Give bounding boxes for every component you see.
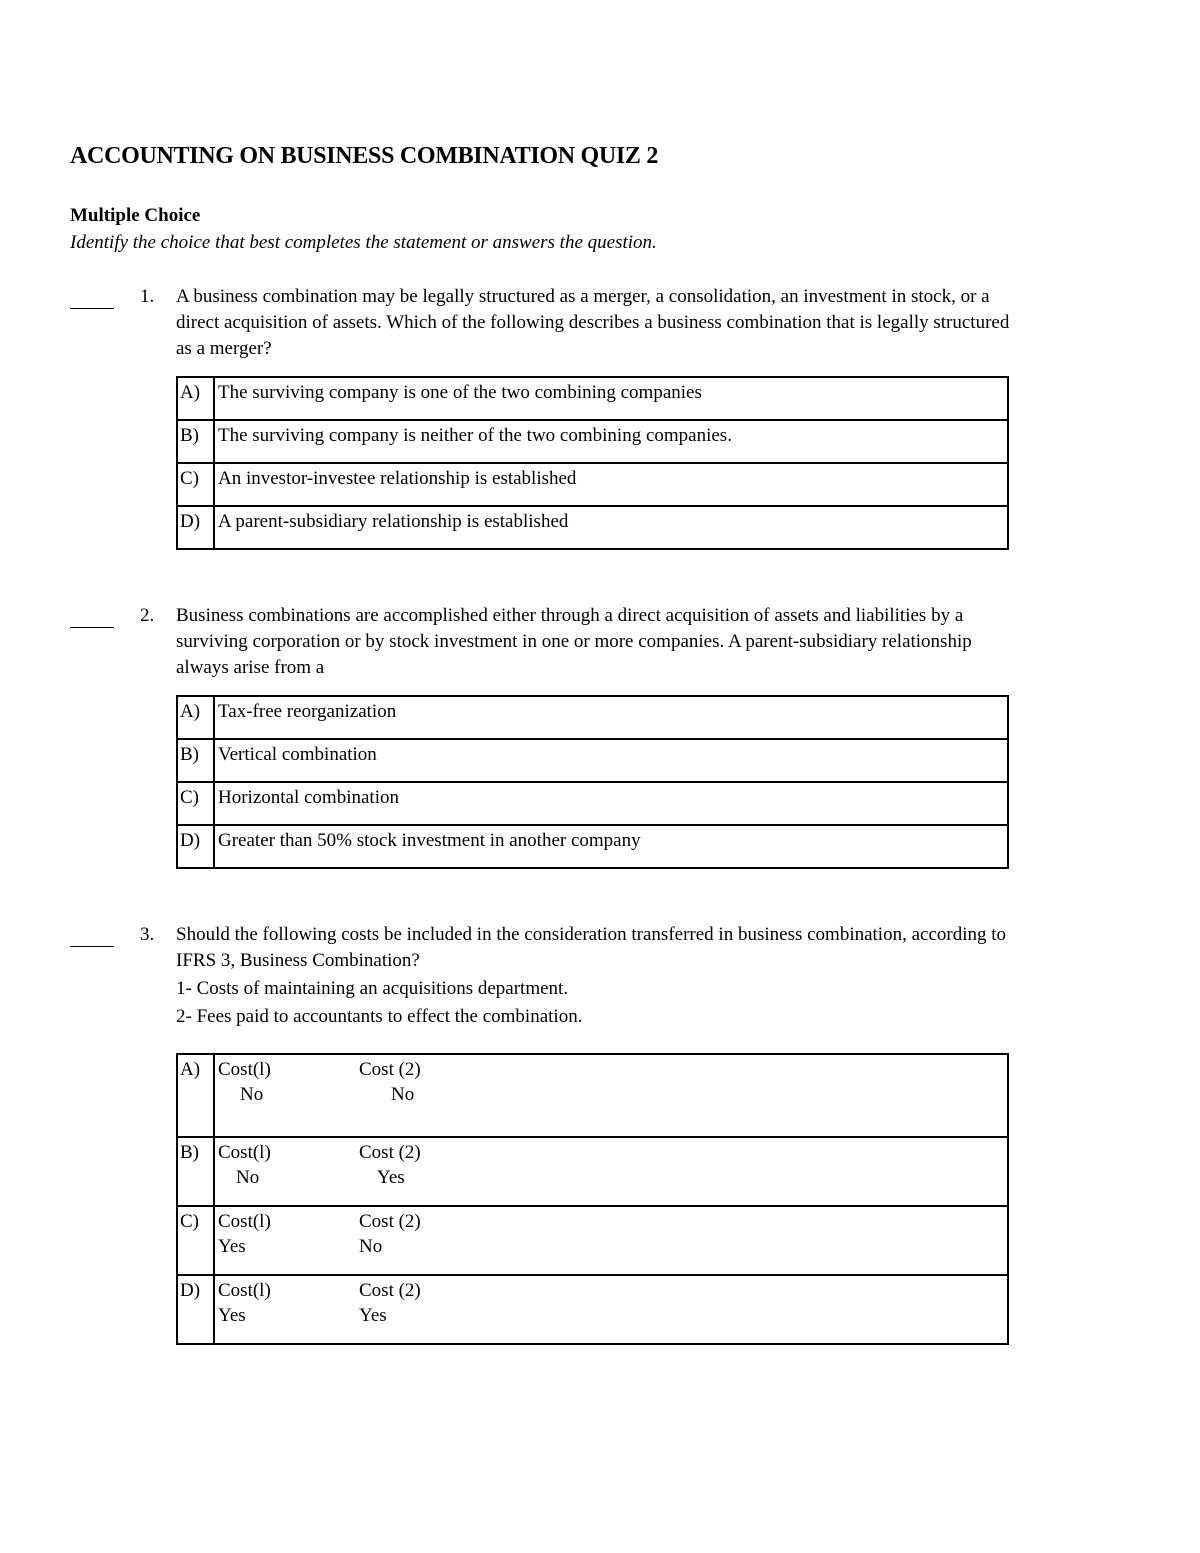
choice-letter: C) bbox=[177, 1206, 214, 1275]
answer-blank-2[interactable] bbox=[70, 627, 114, 628]
cost2-header: Cost (2) bbox=[359, 1280, 421, 1301]
choice-row[interactable] bbox=[177, 1137, 1008, 1206]
choice-letter: B) bbox=[177, 1137, 214, 1206]
choice-text: Tax-free reorganization bbox=[214, 696, 1008, 739]
choice-row[interactable] bbox=[177, 377, 1008, 420]
question-number: 1. bbox=[140, 286, 155, 307]
choice-cell bbox=[214, 1137, 1008, 1206]
cost2-header: Cost (2) bbox=[359, 1142, 421, 1163]
choice-letter: B) bbox=[177, 739, 214, 782]
choice-text: The surviving company is one of the two combining companies bbox=[214, 377, 1008, 420]
question-line: 2- Fees paid to accountants to effect the combination. bbox=[176, 1006, 583, 1027]
question-line: surviving corporation or by stock investment in one or more companies. A parent-subsidiary relationship bbox=[176, 631, 972, 652]
question-number: 2. bbox=[140, 605, 155, 626]
choice-text: Greater than 50% stock investment in another company bbox=[214, 825, 1008, 868]
choice-cell bbox=[214, 1054, 1008, 1137]
cost1-header: Cost(l) bbox=[218, 1211, 271, 1232]
cost2-value: No bbox=[359, 1236, 383, 1257]
choice-text: An investor-investee relationship is established bbox=[214, 463, 1008, 506]
question-line: as a merger? bbox=[176, 338, 272, 359]
choice-letter: A) bbox=[177, 696, 214, 739]
choices-table bbox=[176, 1053, 1009, 1345]
question-line: Should the following costs be included in the consideration transferred in business combination, according to bbox=[176, 924, 1007, 945]
choices-table bbox=[176, 376, 1009, 550]
choices-table bbox=[176, 695, 1009, 869]
choice-row[interactable] bbox=[177, 506, 1008, 549]
choice-cell bbox=[214, 1206, 1008, 1275]
choice-letter: C) bbox=[177, 463, 214, 506]
question-line: always arise from a bbox=[176, 657, 325, 678]
cost1-value: No bbox=[240, 1084, 264, 1105]
choice-row[interactable] bbox=[177, 1054, 1008, 1137]
choice-row[interactable] bbox=[177, 696, 1008, 739]
question-text bbox=[176, 603, 1126, 681]
choice-text: The surviving company is neither of the two combining companies. bbox=[214, 420, 1008, 463]
cost2-value: Yes bbox=[377, 1167, 405, 1188]
choice-row[interactable] bbox=[177, 1206, 1008, 1275]
choice-letter: B) bbox=[177, 420, 214, 463]
choice-letter: D) bbox=[177, 506, 214, 549]
question-text bbox=[176, 284, 1126, 362]
answer-blank-3[interactable] bbox=[70, 946, 114, 947]
question-line: 1- Costs of maintaining an acquisitions department. bbox=[176, 978, 569, 999]
choice-letter: D) bbox=[177, 1275, 214, 1344]
section-heading: Multiple Choice bbox=[70, 205, 201, 226]
choice-row[interactable] bbox=[177, 739, 1008, 782]
cost1-value: No bbox=[236, 1167, 260, 1188]
document-title: ACCOUNTING ON BUSINESS COMBINATION QUIZ 2 bbox=[70, 143, 659, 169]
choice-text: Horizontal combination bbox=[214, 782, 1008, 825]
question-text bbox=[176, 922, 1126, 1030]
cost2-value: Yes bbox=[359, 1305, 387, 1326]
choice-row[interactable] bbox=[177, 782, 1008, 825]
choice-letter: A) bbox=[177, 377, 214, 420]
section-instructions: Identify the choice that best completes the statement or answers the question. bbox=[70, 232, 657, 253]
cost2-header: Cost (2) bbox=[359, 1059, 421, 1080]
question-line: IFRS 3, Business Combination? bbox=[176, 950, 420, 971]
cost1-value: Yes bbox=[218, 1305, 246, 1326]
choice-row[interactable] bbox=[177, 1275, 1008, 1344]
question-line: A business combination may be legally structured as a merger, a consolidation, an investment in stock, or a bbox=[176, 286, 990, 307]
choice-letter: C) bbox=[177, 782, 214, 825]
choice-cell bbox=[214, 1275, 1008, 1344]
cost2-header: Cost (2) bbox=[359, 1211, 421, 1232]
question-line: direct acquisition of assets. Which of the following describes a business combination that is legally structured bbox=[176, 312, 1010, 333]
cost2-value: No bbox=[391, 1084, 415, 1105]
choice-text: A parent-subsidiary relationship is established bbox=[214, 506, 1008, 549]
choice-text: Vertical combination bbox=[214, 739, 1008, 782]
cost1-header: Cost(l) bbox=[218, 1142, 271, 1163]
cost1-header: Cost(l) bbox=[218, 1059, 271, 1080]
cost1-header: Cost(l) bbox=[218, 1280, 271, 1301]
question-number: 3. bbox=[140, 924, 155, 945]
cost1-value: Yes bbox=[218, 1236, 246, 1257]
choice-letter: D) bbox=[177, 825, 214, 868]
choice-row[interactable] bbox=[177, 420, 1008, 463]
answer-blank-1[interactable] bbox=[70, 308, 114, 309]
choice-row[interactable] bbox=[177, 825, 1008, 868]
choice-letter: A) bbox=[177, 1054, 214, 1137]
choice-row[interactable] bbox=[177, 463, 1008, 506]
question-line: Business combinations are accomplished either through a direct acquisition of assets and liabilities by a bbox=[176, 605, 964, 626]
